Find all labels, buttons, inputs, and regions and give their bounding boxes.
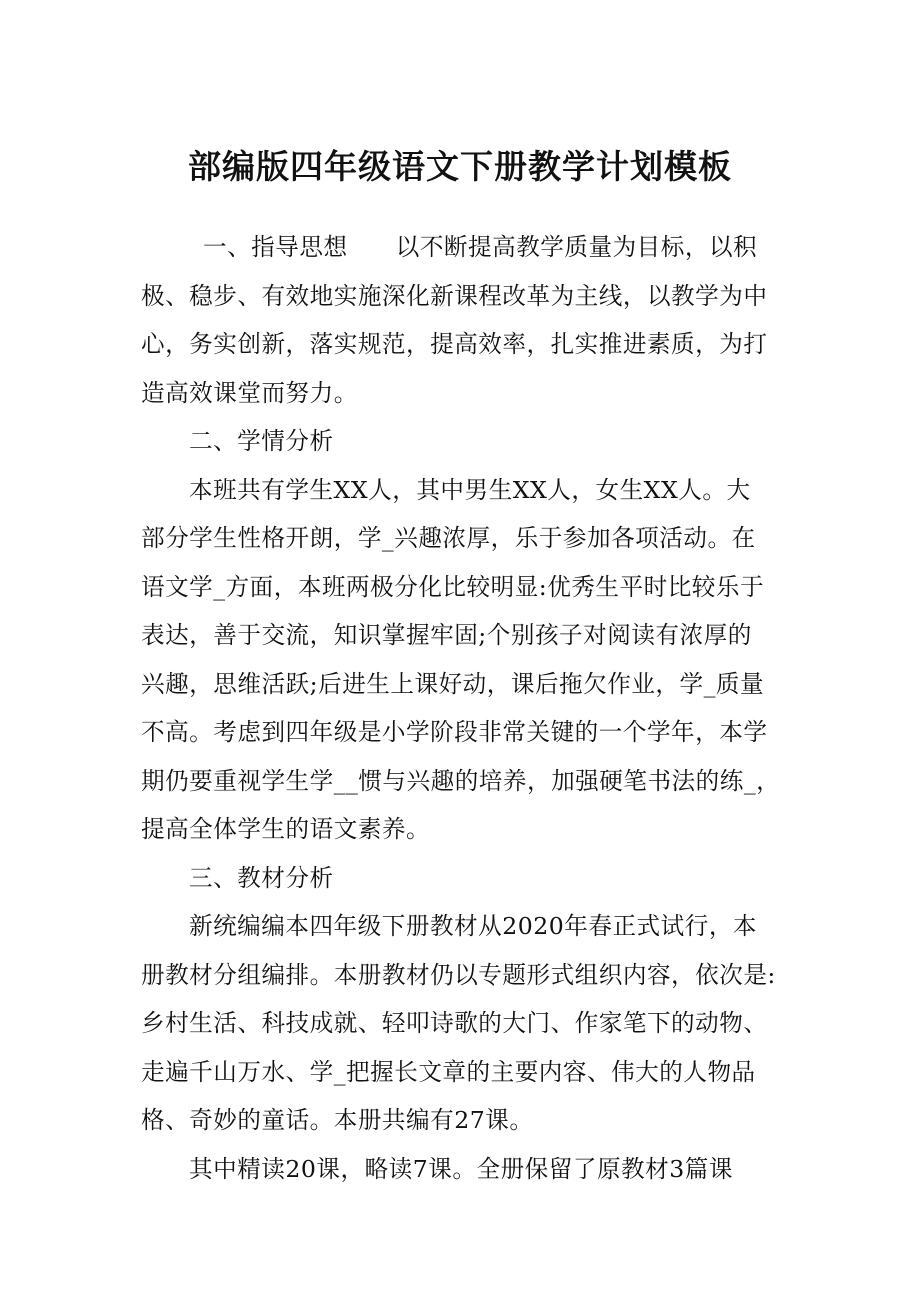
text-line: 提高全体学生的语文素养。 bbox=[141, 815, 431, 843]
text-line: 册教材分组编排。本册教材仍以专题形式组织内容，依次是: bbox=[141, 960, 776, 989]
text-line: 走遍千山万水、学_把握长文章的主要内容、伟大的人物品 bbox=[141, 1057, 756, 1086]
text-line: 其中精读20课，略读7课。全册保留了原教材3篇课 bbox=[189, 1154, 733, 1183]
text-line: 乡村生活、科技成就、轻叩诗歌的大门、作家笔下的动物、 bbox=[141, 1009, 768, 1037]
text-line: 期仍要重视学生学__惯与兴趣的培养，加强硬笔书法的练_， bbox=[141, 766, 781, 795]
text-line: 格、奇妙的童话。本册共编有27课。 bbox=[141, 1106, 534, 1134]
text-line: 一、指导思想 以不断提高教学质量为目标，以积 bbox=[203, 233, 758, 261]
document-title: 部编版四年级语文下册教学计划模板 bbox=[188, 147, 732, 186]
text-line: 部分学生性格开朗，学_兴趣浓厚，乐于参加各项活动。在 bbox=[141, 524, 756, 552]
text-line: 造高效课堂而努力。 bbox=[141, 378, 358, 407]
text-line: 语文学_方面，本班两极分化比较明显:优秀生平时比较乐于 bbox=[141, 572, 765, 601]
text-line: 兴趣，思维活跃;后进生上课好动，课后拖欠作业，学_质量 bbox=[141, 669, 765, 698]
document-body bbox=[141, 223, 781, 1193]
text-line: 新统编编本四年级下册教材从2020年春正式试行，本 bbox=[189, 912, 758, 940]
text-line: 极、稳步、有效地实施深化新课程改革为主线，以教学为中 bbox=[141, 281, 768, 310]
text-line: 表达，善于交流，知识掌握牢固;个别孩子对阅读有浓厚的 bbox=[141, 621, 752, 649]
text-line: 不高。考虑到四年级是小学阶段非常关键的一个学年，本学 bbox=[141, 718, 768, 746]
text-line: 心，务实创新，落实规范，提高效率，扎实推进素质，为打 bbox=[141, 330, 768, 358]
section-heading: 二、学情分析 bbox=[189, 427, 334, 455]
section-heading: 三、教材分析 bbox=[189, 863, 334, 892]
text-line: 本班共有学生XX人，其中男生XX人，女生XX人。大 bbox=[189, 475, 751, 504]
